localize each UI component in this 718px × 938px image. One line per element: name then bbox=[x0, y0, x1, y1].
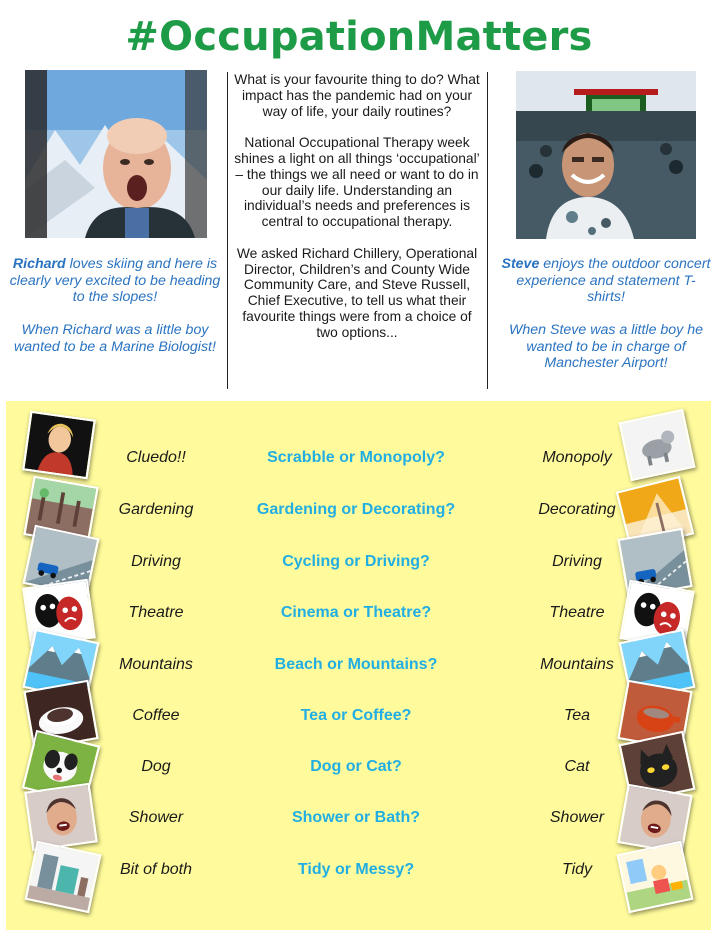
intro-text bbox=[233, 72, 481, 356]
richard-answer: Theatre bbox=[128, 604, 184, 621]
richard-fact: When Richard was a little boy wanted to be a Marine Biologist! bbox=[14, 322, 216, 355]
question: Dog or Cat? bbox=[310, 758, 402, 775]
richard-answer: Shower bbox=[128, 809, 184, 826]
page-title: #OccupationMatters bbox=[125, 14, 593, 60]
intro-paragraph-3: We asked Richard Chillery, Operational Director, Children’s and County Wide Community Care, and Steve Russell, Chief Executive, to tell us what their favourite things were from a choice of two options... bbox=[236, 245, 478, 340]
richard-name: Richard bbox=[12, 256, 66, 272]
question: Gardening or Decorating? bbox=[256, 501, 456, 518]
steve-answer: Mountains bbox=[540, 656, 614, 673]
cluedo-image bbox=[22, 411, 96, 480]
steve-answer: Shower bbox=[549, 809, 605, 826]
question: Beach or Mountains? bbox=[274, 656, 438, 673]
question: Shower or Bath? bbox=[291, 809, 420, 826]
steve-answer: Driving bbox=[552, 553, 602, 570]
richard-caption-text: loves skiing and here is clearly very excited to be heading to the slopes! bbox=[9, 256, 221, 305]
steve-answer: Cat bbox=[564, 758, 590, 775]
question: Scrabble or Monopoly? bbox=[267, 449, 445, 466]
richard-answer: Gardening bbox=[118, 501, 194, 518]
divider-right bbox=[487, 72, 488, 389]
richard-answer: Driving bbox=[131, 553, 181, 570]
richard-answer: Coffee bbox=[132, 707, 180, 724]
question: Cycling or Driving? bbox=[282, 553, 430, 570]
richard-photo bbox=[25, 70, 207, 238]
richard-answer: Dog bbox=[141, 758, 171, 775]
shower-image bbox=[24, 783, 98, 852]
steve-photo bbox=[516, 71, 696, 239]
steve-caption bbox=[500, 256, 712, 372]
richard-answer: Mountains bbox=[119, 656, 193, 673]
richard-caption bbox=[6, 256, 224, 355]
monopoly-image bbox=[618, 409, 695, 481]
steve-name: Steve bbox=[501, 256, 540, 272]
steve-answer: Monopoly bbox=[542, 449, 612, 466]
question: Cinema or Theatre? bbox=[280, 604, 432, 621]
richard-answer: Bit of both bbox=[119, 861, 193, 878]
question: Tidy or Messy? bbox=[297, 861, 415, 878]
steve-caption-text: enjoys the outdoor concert experience and statement T-shirts! bbox=[516, 256, 711, 305]
divider-left bbox=[227, 72, 228, 389]
steve-answer: Theatre bbox=[549, 604, 605, 621]
steve-answer: Decorating bbox=[538, 501, 616, 518]
bit-of-both-image bbox=[24, 841, 101, 913]
steve-answer: Tea bbox=[563, 707, 591, 724]
question: Tea or Coffee? bbox=[300, 707, 412, 724]
steve-fact: When Steve was a little boy he wanted to be in charge of Manchester Airport! bbox=[509, 322, 703, 371]
steve-answer: Tidy bbox=[561, 861, 593, 878]
richard-answer: Cluedo!! bbox=[126, 449, 186, 466]
intro-paragraph-1: What is your favourite thing to do? What impact has the pandemic had on your way of life, your daily routines? bbox=[234, 72, 480, 119]
choices-panel bbox=[6, 401, 711, 930]
intro-paragraph-2: National Occupational Therapy week shines a light on all things ‘occupational’ – the things we all need or want to do in our daily life. Understanding an individual’s needs and preferences is central to occupational therapy. bbox=[234, 135, 480, 230]
